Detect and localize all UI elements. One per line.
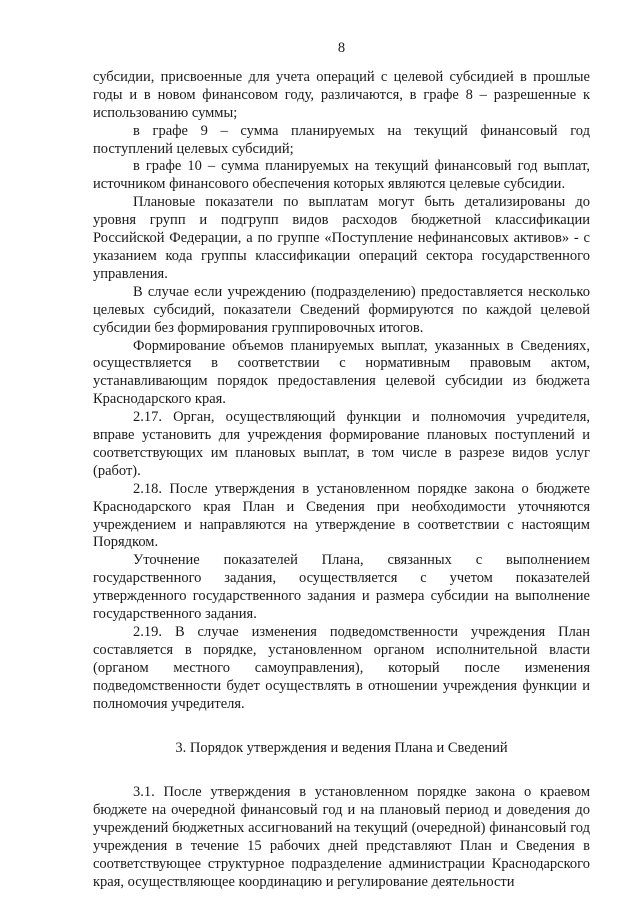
paragraph: в графе 9 – сумма планируемых на текущий финансовый год поступлений целевых субсидий; [93,122,590,157]
paragraph: 2.17. Орган, осуществляющий функции и полномочия учредителя, вправе установить для учреждения формирование плановых поступлений и соответствующих им плановых выплат, в том числе в разрезе видов услуг (работ). [93,409,590,479]
paragraph: В случае если учреждению (подразделению) предоставляется несколько целевых субсидий, показатели Сведений формируются по каждой целевой субсидии без формирования группировочных итогов. [93,283,590,336]
paragraph: 3.1. После утверждения в установленном порядке закона о краевом бюджете на очередной финансовый год и на плановый период и доведения до учреждений бюджетных ассигнований на текущий (очередной) финансовый год учреждения в течение 15 рабочих дней представляют План и Сведения в соответствующее структурное подразделение администрации Краснодарского края, осуществляющее координацию и регулирование деятельности [93,784,590,890]
paragraph: Формирование объемов планируемых выплат, указанных в Сведениях, осуществляется в соответствии с нормативным правовым актом, устанавливающим порядок предоставления целевой субсидии из бюджета Краснодарского края. [93,337,590,408]
section-heading: 3. Порядок утверждения и ведения Плана и Сведений [175,739,508,756]
paragraph: Плановые показатели по выплатам могут быть детализированы до уровня групп и подгрупп видов расходов бюджетной классификации Российской Федерации, а по группе «Поступление нефинансовых активов» - с указанием кода группы классификации операций сектора государственного управления. [93,194,590,282]
paragraph: 2.18. После утверждения в установленном порядке закона о бюджете Краснодарского края План и Сведения при необходимости уточняются учреждением и направляются на утверждение в соответствии с настоящим Порядком. [93,480,590,551]
paragraph: субсидии, присвоенные для учета операций с целевой субсидией в прошлые годы и в новом финансовом году, различаются, в графе 8 – разрешенные к использованию суммы; [93,68,590,121]
page-number: 8 [337,40,346,56]
body-text-bottom [93,784,590,891]
paragraph: Уточнение показателей Плана, связанных с выполнением государственного задания, осуществляется с учетом показателей утвержденного государственного задания и размера субсидии на выполнение государственного задания. [93,552,590,623]
paragraph: 2.19. В случае изменения подведомственности учреждения План составляется в порядке, установленном органом исполнительной власти (органом местного самоуправления), который после изменения подведомственности будет осуществлять в отношении учреждения функции и полномочия учредителя. [93,624,590,712]
paragraph: в графе 10 – сумма планируемых на текущий финансовый год выплат, источником финансового обеспечения которых являются целевые субсидии. [93,158,590,193]
body-text-top [93,69,590,714]
